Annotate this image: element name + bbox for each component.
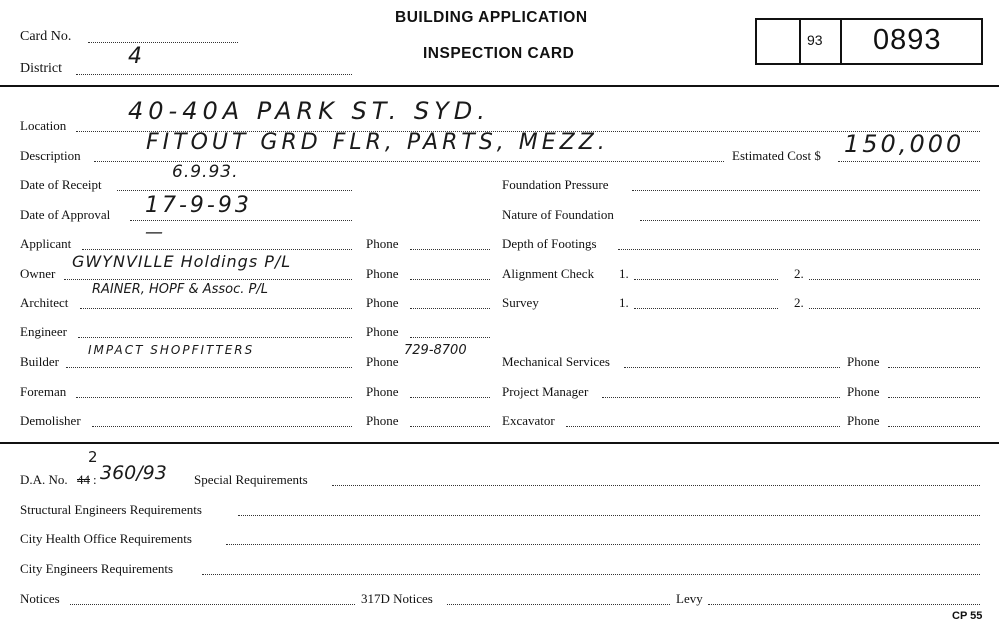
builder-line <box>66 367 352 368</box>
district-value: 4 <box>128 44 143 69</box>
demolisher-line <box>92 426 352 427</box>
survey-line-1 <box>634 308 778 309</box>
card-no-label: Card No. <box>20 29 72 44</box>
levy-label: Levy <box>676 591 703 606</box>
builder-phone-label: Phone <box>366 354 399 369</box>
structural-line <box>238 515 980 516</box>
survey-num1: 1. <box>619 295 629 310</box>
estimated-cost-label: Estimated Cost $ <box>732 148 821 163</box>
project-manager-phone-label: Phone <box>847 384 880 399</box>
project-manager-label: Project Manager <box>502 384 589 399</box>
box-divider-2 <box>840 20 842 63</box>
card-number: 0893 <box>873 24 942 56</box>
district-line <box>76 74 352 75</box>
alignment-line-2 <box>809 279 980 280</box>
applicant-label: Applicant <box>20 236 72 251</box>
da-struck-number: 44 <box>77 472 90 487</box>
alignment-num2: 2. <box>794 266 804 281</box>
notices-line <box>70 604 355 605</box>
alignment-line-1 <box>634 279 778 280</box>
section-divider <box>0 442 999 444</box>
card-year: 93 <box>807 32 823 48</box>
engineer-label: Engineer <box>20 324 67 339</box>
location-value: 40-40A PARK ST. SYD. <box>128 97 490 125</box>
city-engineers-label: City Engineers Requirements <box>20 561 174 576</box>
health-line <box>226 544 980 545</box>
date-receipt-line <box>117 190 352 191</box>
applicant-value: — <box>145 222 164 243</box>
date-approval-line <box>130 220 352 221</box>
builder-phone-value: 729-8700 <box>404 343 467 358</box>
survey-num2: 2. <box>794 295 804 310</box>
excavator-phone-line <box>888 426 980 427</box>
alignment-check-label: Alignment Check <box>502 266 595 281</box>
card-number-box <box>755 18 983 65</box>
levy-line <box>708 604 980 605</box>
date-approval-label: Date of Approval <box>20 207 111 222</box>
foundation-pressure-label: Foundation Pressure <box>502 177 609 192</box>
builder-value: IMPACT SHOPFITTERS <box>88 343 255 357</box>
foreman-line <box>76 397 352 398</box>
engineer-phone-label: Phone <box>366 324 399 339</box>
da-label: D.A. No. <box>20 472 68 487</box>
notices-317d-line <box>447 604 670 605</box>
description-label: Description <box>20 148 81 163</box>
owner-phone-line <box>410 279 490 280</box>
mechanical-phone-label: Phone <box>847 354 880 369</box>
applicant-line <box>82 249 352 250</box>
demolisher-phone-line <box>410 426 490 427</box>
owner-phone-label: Phone <box>366 266 399 281</box>
nature-foundation-label: Nature of Foundation <box>502 207 614 222</box>
architect-phone-label: Phone <box>366 295 399 310</box>
engineer-phone-line <box>410 337 490 338</box>
estimated-cost-line <box>838 161 980 162</box>
foreman-phone-line <box>410 397 490 398</box>
date-approval-value: 17-9-93 <box>145 193 252 218</box>
mechanical-label: Mechanical Services <box>502 354 610 369</box>
excavator-phone-label: Phone <box>847 413 880 428</box>
foreman-phone-label: Phone <box>366 384 399 399</box>
card-no-line <box>88 42 238 43</box>
city-engineers-line <box>202 574 980 575</box>
foreman-label: Foreman <box>20 384 67 399</box>
excavator-line <box>566 426 840 427</box>
depth-footings-label: Depth of Footings <box>502 236 597 251</box>
applicant-phone-label: Phone <box>366 236 399 251</box>
survey-label: Survey <box>502 295 539 310</box>
form-title: BUILDING APPLICATION <box>395 9 588 26</box>
special-requirements-label: Special Requirements <box>194 472 308 487</box>
box-divider-1 <box>799 20 801 63</box>
health-label: City Health Office Requirements <box>20 531 192 546</box>
architect-value: RAINER, HOPF & Assoc. P/L <box>92 282 268 297</box>
structural-label: Structural Engineers Requirements <box>20 502 202 517</box>
project-manager-line <box>602 397 840 398</box>
district-label: District <box>20 61 62 76</box>
mechanical-phone-line <box>888 367 980 368</box>
date-receipt-value: 6.9.93. <box>172 162 239 182</box>
form-code: CP 55 <box>952 610 983 622</box>
form-subtitle: INSPECTION CARD <box>423 45 575 62</box>
da-colon: : <box>93 472 97 487</box>
architect-line <box>80 308 352 309</box>
engineer-line <box>78 337 352 338</box>
demolisher-phone-label: Phone <box>366 413 399 428</box>
owner-line <box>64 279 352 280</box>
architect-phone-line <box>410 308 490 309</box>
architect-label: Architect <box>20 295 69 310</box>
excavator-label: Excavator <box>502 413 555 428</box>
owner-label: Owner <box>20 266 56 281</box>
owner-value: GWYNVILLE Holdings P/L <box>72 252 292 271</box>
da-value: 360/93 <box>100 462 167 484</box>
foundation-pressure-line <box>632 190 980 191</box>
alignment-num1: 1. <box>619 266 629 281</box>
demolisher-label: Demolisher <box>20 413 81 428</box>
header-divider <box>0 85 999 87</box>
date-receipt-label: Date of Receipt <box>20 177 102 192</box>
location-label: Location <box>20 118 67 133</box>
mechanical-line <box>624 367 840 368</box>
survey-line-2 <box>809 308 980 309</box>
builder-label: Builder <box>20 354 59 369</box>
description-value: FITOUT GRD FLR, PARTS, MEZZ. <box>146 130 609 155</box>
nature-foundation-line <box>640 220 980 221</box>
special-requirements-line <box>332 485 980 486</box>
project-manager-phone-line <box>888 397 980 398</box>
notices-label: Notices <box>20 591 60 606</box>
da-correction: 2 <box>88 448 99 466</box>
applicant-phone-line <box>410 249 490 250</box>
notices-317d-label: 317D Notices <box>361 591 433 606</box>
depth-footings-line <box>618 249 980 250</box>
estimated-cost-value: 150,000 <box>844 130 965 158</box>
